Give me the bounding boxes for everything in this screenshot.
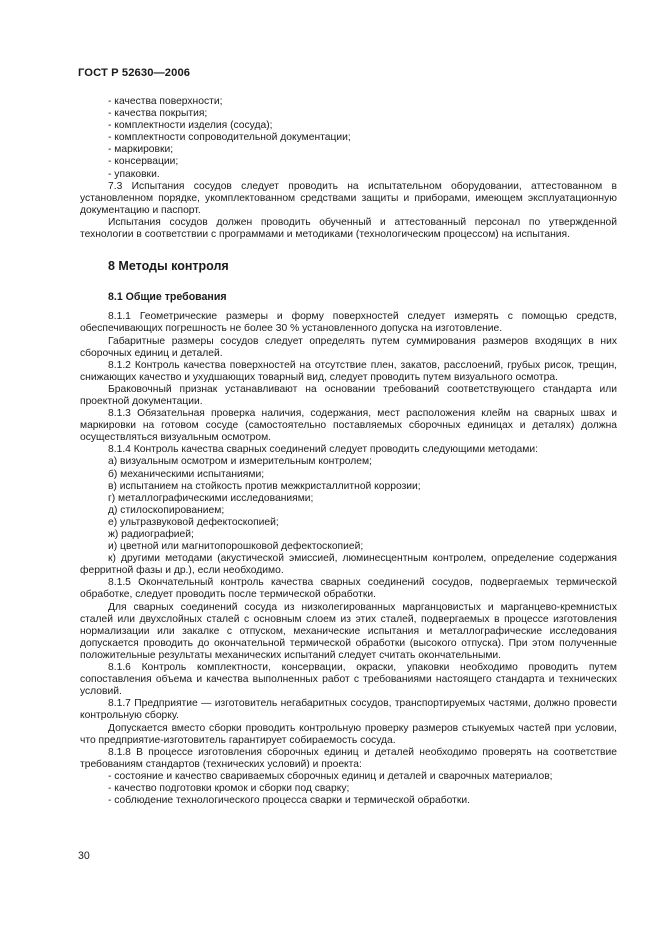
method-item: в) испытанием на стойкость против межкристаллитной коррозии;	[108, 480, 421, 492]
paragraph-8-1-3: 8.1.3 Обязательная проверка наличия, содержания, мест расположения клейм на сварных швах и маркировки на готовом сосуде (самостоятельно поставляемых сборочных единицах и деталях) должна осуществляться визуальным осмотром.	[80, 408, 617, 444]
paragraph-8-1-5: 8.1.5 Окончательный контроль качества сварных соединений сосудов, подвергаемых термической обработке, следует проводить после термической обработки.	[80, 577, 617, 601]
paragraph-8-1-4: 8.1.4 Контроль качества сварных соединений следует проводить следующими методами:	[108, 444, 538, 456]
method-item: а) визуальным осмотром и измерительным контролем;	[108, 456, 372, 468]
inspection-list	[80, 771, 617, 807]
paragraph-8-1-8: 8.1.8 В процессе изготовления сборочных единиц и деталей необходимо проверять на соответствие требованиям стандартов (технических условий) и проекта:	[80, 746, 617, 770]
paragraph-8-1-2: 8.1.2 Контроль качества поверхностей на отсутствие плен, закатов, расслоений, грубых рисок, трещин, снижающих качество и ухудшающих товарный вид, следует проводить путем визуального осмотра.	[80, 359, 617, 383]
paragraph-8-1-7: 8.1.7 Предприятие — изготовитель негабаритных сосудов, транспортируемых частями, должно провести контрольную сборку.	[80, 698, 617, 722]
paragraph-8-1-7-continued: Допускается вместо сборки проводить контрольную проверку размеров стыкуемых частей при условии, что предприятие-изготовитель гарантирует собираемость сосуда.	[80, 722, 617, 746]
list-item: - маркировки;	[108, 144, 174, 156]
list-item: - упаковки.	[108, 168, 160, 180]
paragraph-8-1-1: 8.1.1 Геометрические размеры и форму поверхностей следует измерять с помощью средств, обеспечивающих погрешность не более 30 % установленного допуска на изготовление.	[80, 311, 617, 335]
document-body	[80, 96, 617, 807]
list-item: - качества покрытия;	[108, 108, 208, 120]
paragraph-8-1-6: 8.1.6 Контроль комплектности, консервации, окраски, упаковки необходимо проводить путем сопоставления объема и качества выполненных работ с требованиями настоящего стандарта и технических условий.	[80, 662, 617, 698]
method-item: ж) радиографией;	[108, 529, 194, 540]
method-item: б) механическими испытаниями;	[108, 468, 265, 480]
list-item: - консервации;	[108, 156, 179, 168]
section-8-heading: 8 Методы контроля	[108, 259, 229, 274]
control-list	[80, 96, 617, 181]
method-item: и) цветной или магнитопорошковой дефектоскопией;	[108, 541, 364, 553]
list-item: - соблюдение технологического процесса сварки и термической обработки.	[108, 795, 470, 807]
list-item: - комплектности сопроводительной документации;	[108, 132, 351, 144]
method-item: к) другими методами (акустической эмиссией, люминесцентным контролем, определение содержания ферритной фазы и др.), если необходимо.	[80, 553, 617, 577]
method-item: е) ультразвуковой дефектоскопией;	[108, 516, 279, 528]
list-item: - состояние и качество свариваемых сборочных единиц и деталей и сварочных материалов;	[108, 770, 553, 782]
paragraph-8-1-2-continued: Браковочный признак устанавливают на основании требований соответствующего стандарта или проектной документации.	[80, 383, 617, 407]
list-item: - качество подготовки кромок и сборки под сварку;	[108, 782, 350, 794]
list-item: - качества поверхности;	[108, 96, 223, 107]
paragraph-7-3: 7.3 Испытания сосудов следует проводить на испытательном оборудовании, аттестованном в установленном порядке, укомплектованном средствами защиты и приборами, имеющем эксплуатационную документацию и паспорт.	[80, 180, 617, 216]
method-item: д) стилоскопированием;	[108, 504, 225, 516]
section-8-1-heading: 8.1 Общие требования	[108, 291, 227, 304]
paragraph-8-1-1-continued: Габаритные размеры сосудов следует определять путем суммирования размеров входящих в них сборочных единиц и деталей.	[80, 335, 617, 359]
methods-list	[80, 456, 617, 577]
page-number: 30	[78, 850, 90, 862]
method-item: г) металлографическими исследованиями;	[108, 492, 314, 504]
paragraph-7-3-continued: Испытания сосудов должен проводить обученный и аттестованный персонал по утвержденной технологии в соответствии с программами и методиками (технологическим процессом) на испытания.	[80, 216, 617, 241]
document-header: ГОСТ Р 52630—2006	[78, 67, 191, 79]
list-item: - комплектности изделия (сосуда);	[108, 120, 273, 132]
paragraph-8-1-5-continued: Для сварных соединений сосуда из низколегированных марганцовистых и марганцево-кремнистых сталей или двухслойных сталей с основным слоем из этих сталей, подвергаемых в процессе изготовления нормализации или закалке с отпуском, механические испытания и металлографические исследования допускается проводить до окончательной термической обработки (высокого отпуска). При этом полученные положительные результаты механических испытаний следует считать окончательными.	[80, 601, 617, 661]
